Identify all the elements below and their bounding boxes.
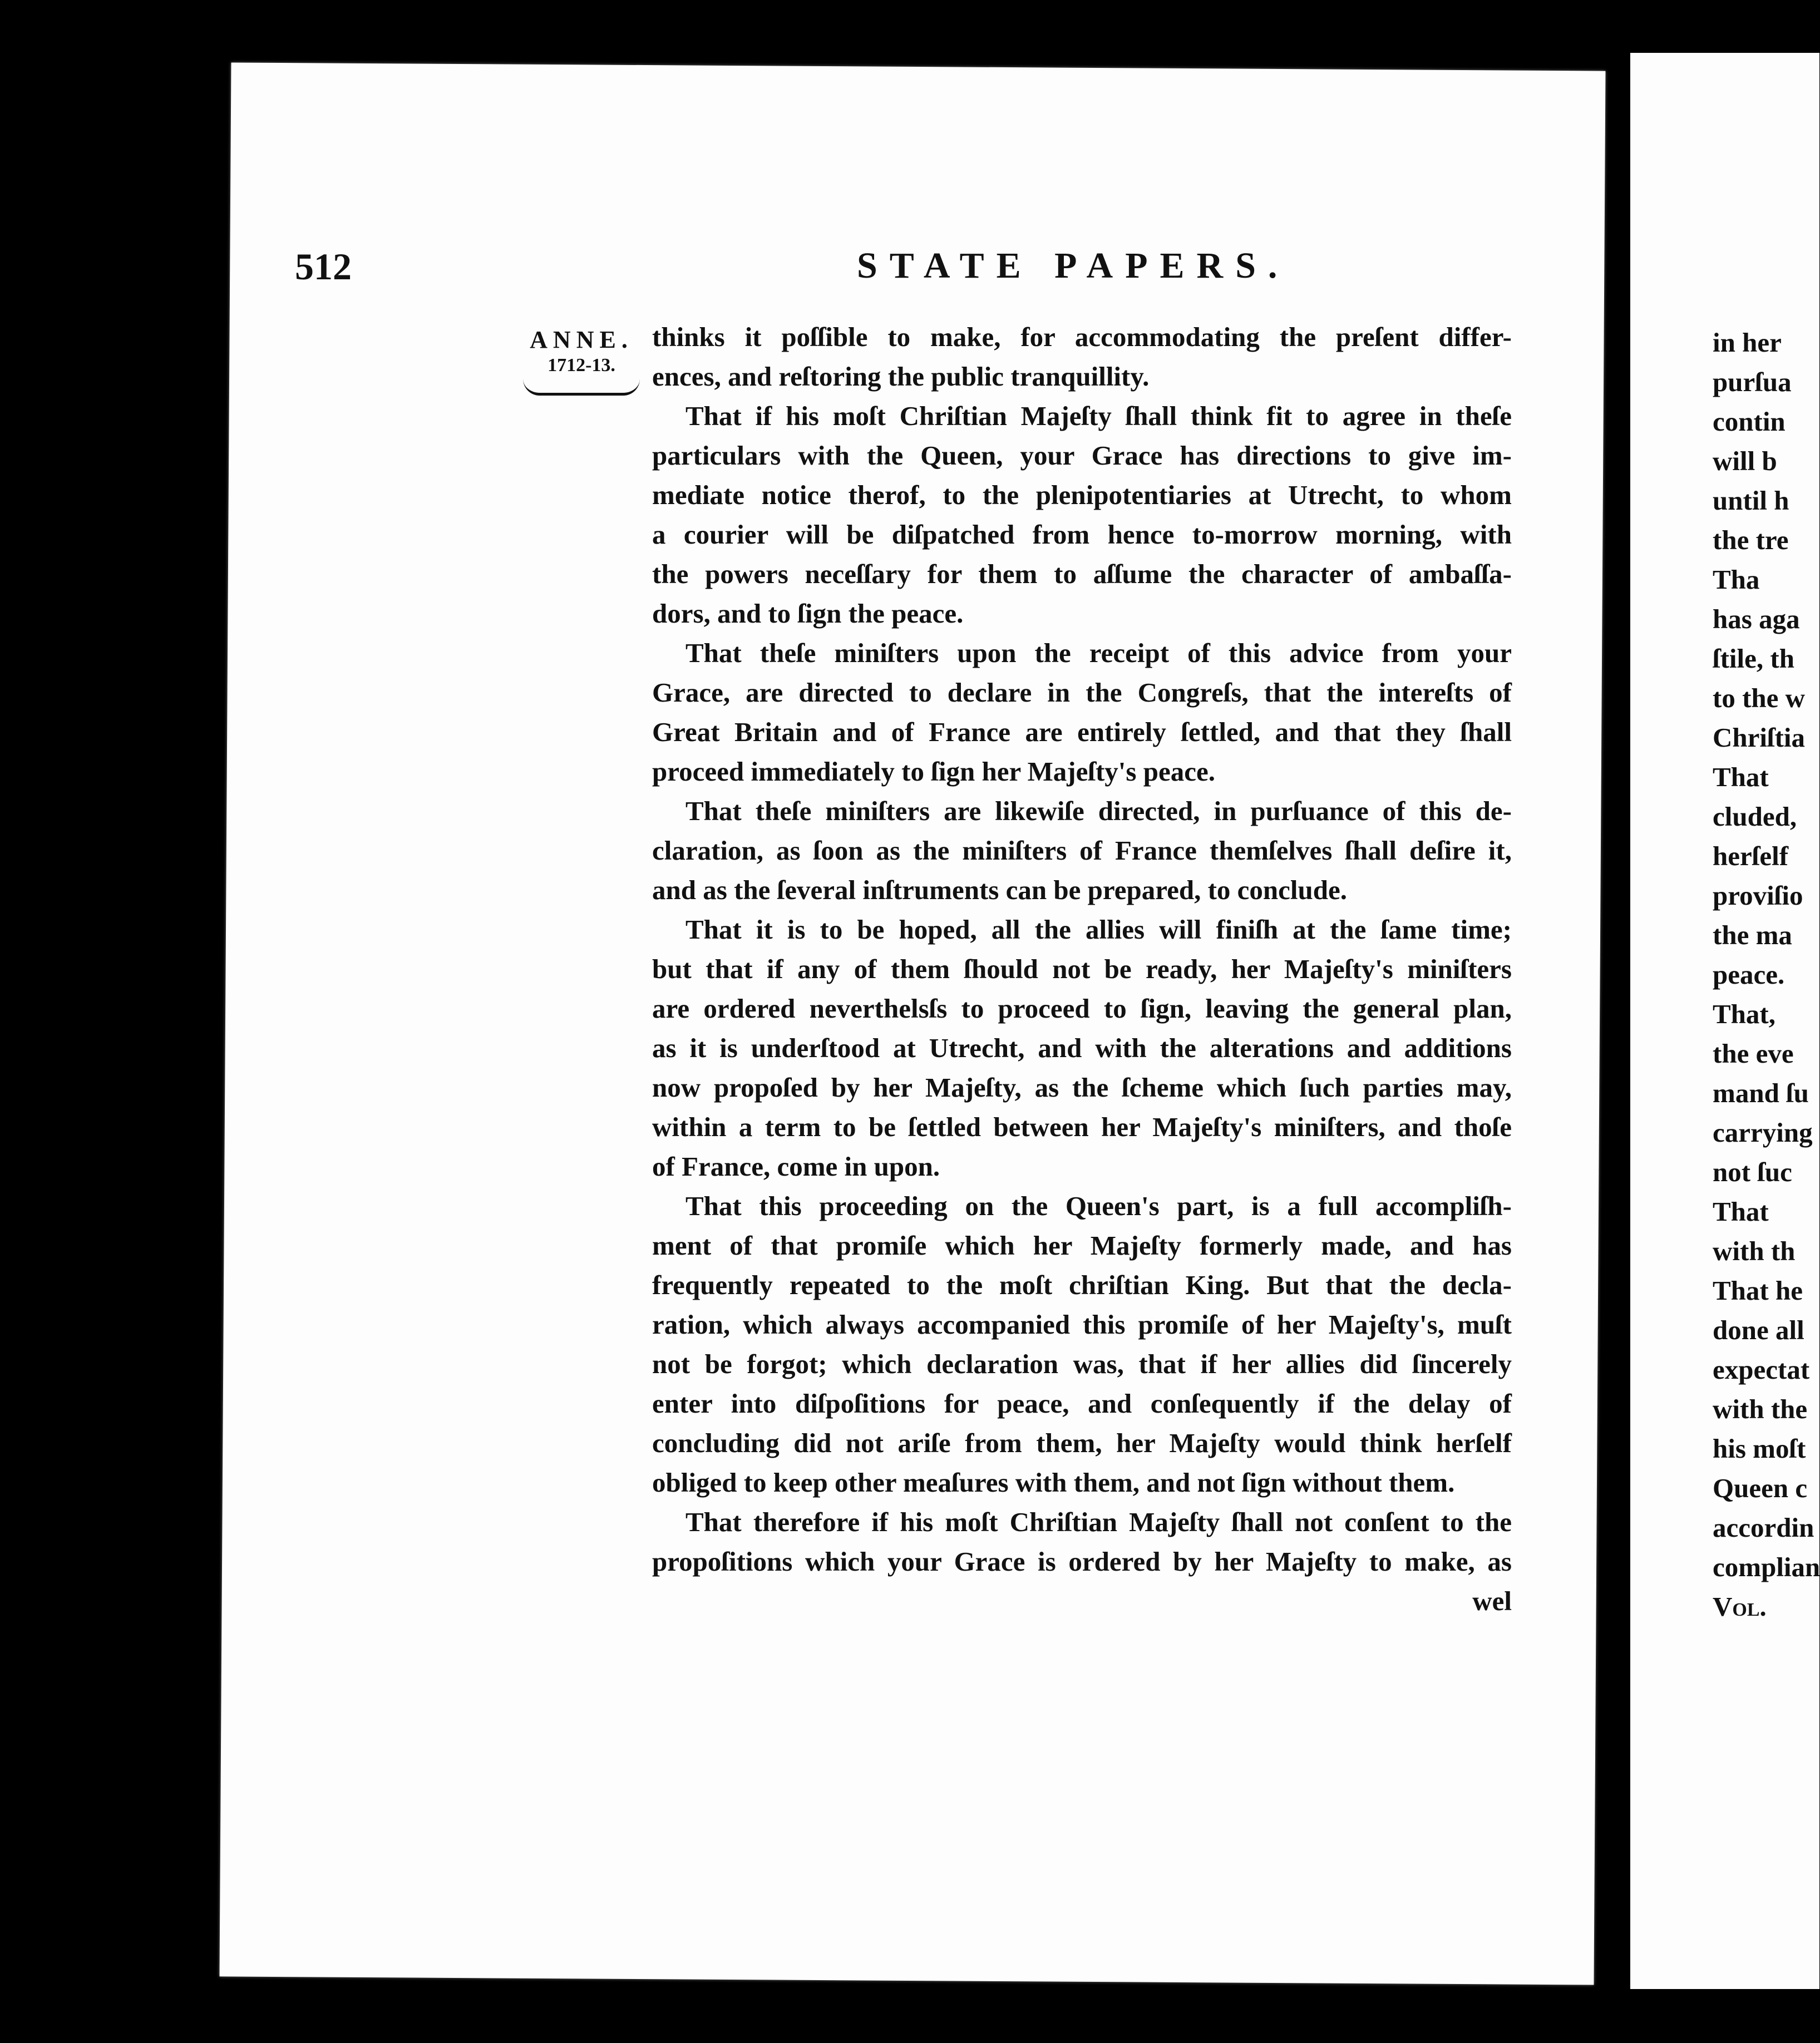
page-number: 512 <box>295 245 352 288</box>
text-line: particulars with the Queen, your Grace has directions to give im- <box>652 440 1512 471</box>
right-page-line: the tre <box>1713 525 1789 555</box>
text-line: dors, and to ſign the peace. <box>652 598 964 629</box>
right-page-line: to the w <box>1713 683 1806 713</box>
right-page-line: with the <box>1713 1394 1808 1424</box>
text-line: propoſitions which your Grace is ordered by her Majeſty to make, as <box>652 1546 1512 1577</box>
text-line: That if his moſt Chriſtian Majeſty ſhall think fit to agree in theſe <box>685 401 1512 431</box>
text-line: ration, which always accompanied this promiſe of her Majeſty's, muſt <box>652 1309 1512 1340</box>
text-line: as it is underſtood at Utrecht, and with the alterations and additions <box>652 1033 1512 1063</box>
right-page-line: the eve <box>1713 1038 1794 1069</box>
text-line: but that if any of them ſhould not be ready, her Majeſty's miniſters <box>652 954 1512 984</box>
margin-note <box>517 325 645 396</box>
text-line: Grace, are directed to declare in the Congreſs, that the intereſts of <box>652 677 1512 708</box>
margin-note-name: ANNE. <box>530 326 633 353</box>
right-page-line: Vol. <box>1713 1591 1767 1622</box>
text-line: That this proceeding on the Queen's part, is a full accompliſh- <box>685 1191 1512 1221</box>
right-page-line: mand ſu <box>1713 1078 1809 1108</box>
right-page-line: Queen c <box>1713 1473 1808 1503</box>
text-line: a courier will be diſpatched from hence to-morrow morning, with <box>652 519 1512 550</box>
right-page-line: That <box>1713 762 1769 792</box>
text-line: obliged to keep other meaſures with them, and not ſign without them. <box>652 1467 1455 1498</box>
text-line: thinks it poſſible to make, for accommodating the preſent differ- <box>652 322 1512 352</box>
text-line: and as the ſeveral inſtruments can be prepared, to conclude. <box>652 875 1348 905</box>
brace-icon <box>523 378 640 396</box>
right-page-line: has aga <box>1713 604 1800 634</box>
right-page-line: That <box>1713 1196 1769 1227</box>
right-page-line: Tha <box>1713 564 1760 595</box>
right-page-line: contin <box>1713 406 1786 437</box>
margin-note-years: 1712-13. <box>548 355 615 376</box>
running-head: STATE PAPERS. <box>857 245 1290 286</box>
text-line: the powers neceſſary for them to aſſume the character of ambaſſa- <box>652 559 1512 589</box>
text-line: mediate notice therof, to the plenipotentiaries at Utrecht, to whom <box>652 480 1512 510</box>
text-line: are ordered neverthelsſs to proceed to ſign, leaving the general plan, <box>652 993 1512 1024</box>
right-page-text <box>1713 323 1820 1626</box>
catchword: wel <box>1472 1586 1512 1616</box>
right-page-line: done all <box>1713 1315 1804 1345</box>
right-page-line: proviſio <box>1713 880 1803 911</box>
right-page-line: the ma <box>1713 920 1792 950</box>
right-page-line: carrying <box>1713 1117 1813 1148</box>
text-line: Great Britain and of France are entirely ſettled, and that they ſhall <box>652 717 1512 747</box>
text-line: That therefore if his moſt Chriſtian Majeſty ſhall not conſent to the <box>685 1507 1512 1537</box>
text-line: claration, as ſoon as the miniſters of France themſelves ſhall deſire it, <box>652 835 1512 866</box>
right-page-line: peace. <box>1713 959 1785 990</box>
right-page-line: That, <box>1713 999 1776 1029</box>
text-line: That it is to be hoped, all the allies will finiſh at the ſame time; <box>685 914 1512 945</box>
text-line: proceed immediately to ſign her Majeſty's peace. <box>652 756 1215 787</box>
right-page-line: until h <box>1713 485 1789 516</box>
right-page-line: accordin <box>1713 1512 1814 1543</box>
text-line: frequently repeated to the moſt chriſtian King. But that the decla- <box>652 1270 1512 1300</box>
right-page-line: will b <box>1713 446 1777 476</box>
right-page-line: ſtile, th <box>1713 643 1794 674</box>
right-page-line: cluded, <box>1713 801 1797 832</box>
text-line: within a term to be ſettled between her Majeſty's miniſters, and thoſe <box>652 1112 1512 1142</box>
right-page-line: his moſt <box>1713 1433 1806 1464</box>
right-page-line: with th <box>1713 1236 1796 1266</box>
right-page-line: complian <box>1713 1552 1820 1582</box>
text-line: ment of that promiſe which her Majeſty formerly made, and has <box>652 1230 1512 1261</box>
text-line: of France, come in upon. <box>652 1151 940 1182</box>
body-text <box>652 317 1512 1621</box>
text-line: not be forgot; which declaration was, that if her allies did ſincerely <box>652 1349 1512 1379</box>
text-line: ences, and reſtoring the public tranquillity. <box>652 361 1150 392</box>
text-line: now propoſed by her Majeſty, as the ſcheme which ſuch parties may, <box>652 1072 1512 1103</box>
right-page-line: purſua <box>1713 367 1792 397</box>
text-line: That theſe miniſters upon the receipt of this advice from your <box>685 638 1512 668</box>
text-line: concluding did not ariſe from them, her Majeſty would think herſelf <box>652 1428 1512 1458</box>
right-page-line: herſelf <box>1713 841 1789 871</box>
right-page-line: That he <box>1713 1275 1803 1306</box>
right-page-line: Chriſtia <box>1713 722 1806 753</box>
text-line: That theſe miniſters are likewiſe directed, in purſuance of this de- <box>685 796 1512 826</box>
right-page-line: not ſuc <box>1713 1157 1792 1187</box>
right-page-line: expectat <box>1713 1354 1810 1385</box>
right-page-line: in her <box>1713 327 1782 358</box>
text-line: enter into diſpoſitions for peace, and conſequently if the delay of <box>652 1388 1512 1419</box>
